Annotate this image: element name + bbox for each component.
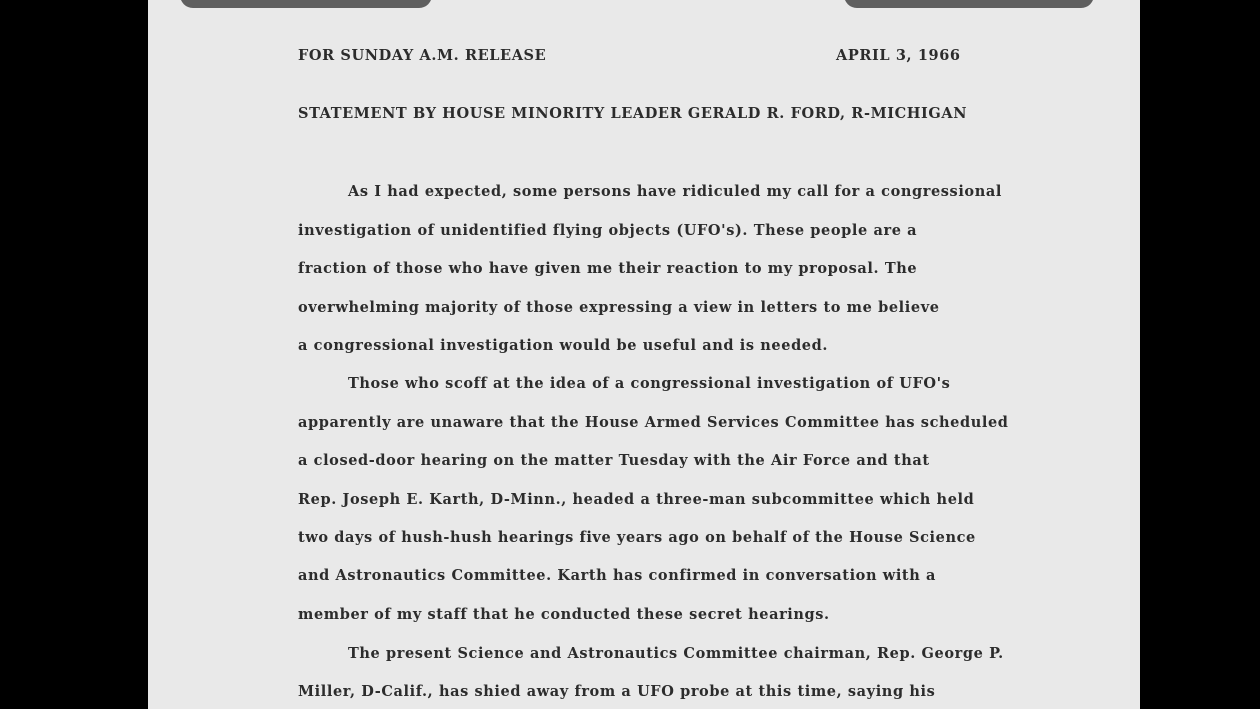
document-page bbox=[148, 0, 1140, 709]
paragraph-1-line-3: fraction of those who have given me their reaction to my proposal. The bbox=[298, 260, 918, 277]
paragraph-2-line-3: a closed-door hearing on the matter Tuesday with the Air Force and that bbox=[298, 452, 930, 469]
paragraph-2-line-4: Rep. Joseph E. Karth, D-Minn., headed a three-man subcommittee which held bbox=[298, 491, 975, 508]
paragraph-3-line-1: The present Science and Astronautics Committee chairman, Rep. George P. bbox=[348, 645, 1004, 662]
binder-tab-right bbox=[844, 0, 1094, 8]
statement-heading: STATEMENT BY HOUSE MINORITY LEADER GERALD R. FORD, R-MICHIGAN bbox=[298, 105, 968, 122]
paragraph-2-line-1: Those who scoff at the idea of a congressional investigation of UFO's bbox=[348, 375, 951, 392]
paragraph-2-line-7: member of my staff that he conducted these secret hearings. bbox=[298, 606, 830, 623]
paragraph-3-line-2: Miller, D-Calif., has shied away from a UFO probe at this time, saying his bbox=[298, 683, 936, 700]
paragraph-1-line-1: As I had expected, some persons have ridiculed my call for a congressional bbox=[348, 183, 1002, 200]
release-date: APRIL 3, 1966 bbox=[836, 47, 961, 64]
binder-tab-left bbox=[180, 0, 432, 8]
release-line bbox=[298, 47, 1058, 69]
release-label: FOR SUNDAY A.M. RELEASE bbox=[298, 47, 547, 64]
paragraph-2-line-2: apparently are unaware that the House Armed Services Committee has scheduled bbox=[298, 414, 1009, 431]
paragraph-1-line-4: overwhelming majority of those expressing a view in letters to me believe bbox=[298, 299, 940, 316]
paragraph-1-line-5: a congressional investigation would be useful and is needed. bbox=[298, 337, 829, 354]
paragraph-2-line-5: two days of hush-hush hearings five years ago on behalf of the House Science bbox=[298, 529, 976, 546]
paragraph-2-line-6: and Astronautics Committee. Karth has confirmed in conversation with a bbox=[298, 567, 937, 584]
paragraph-1-line-2: investigation of unidentified flying objects (UFO's). These people are a bbox=[298, 222, 918, 239]
